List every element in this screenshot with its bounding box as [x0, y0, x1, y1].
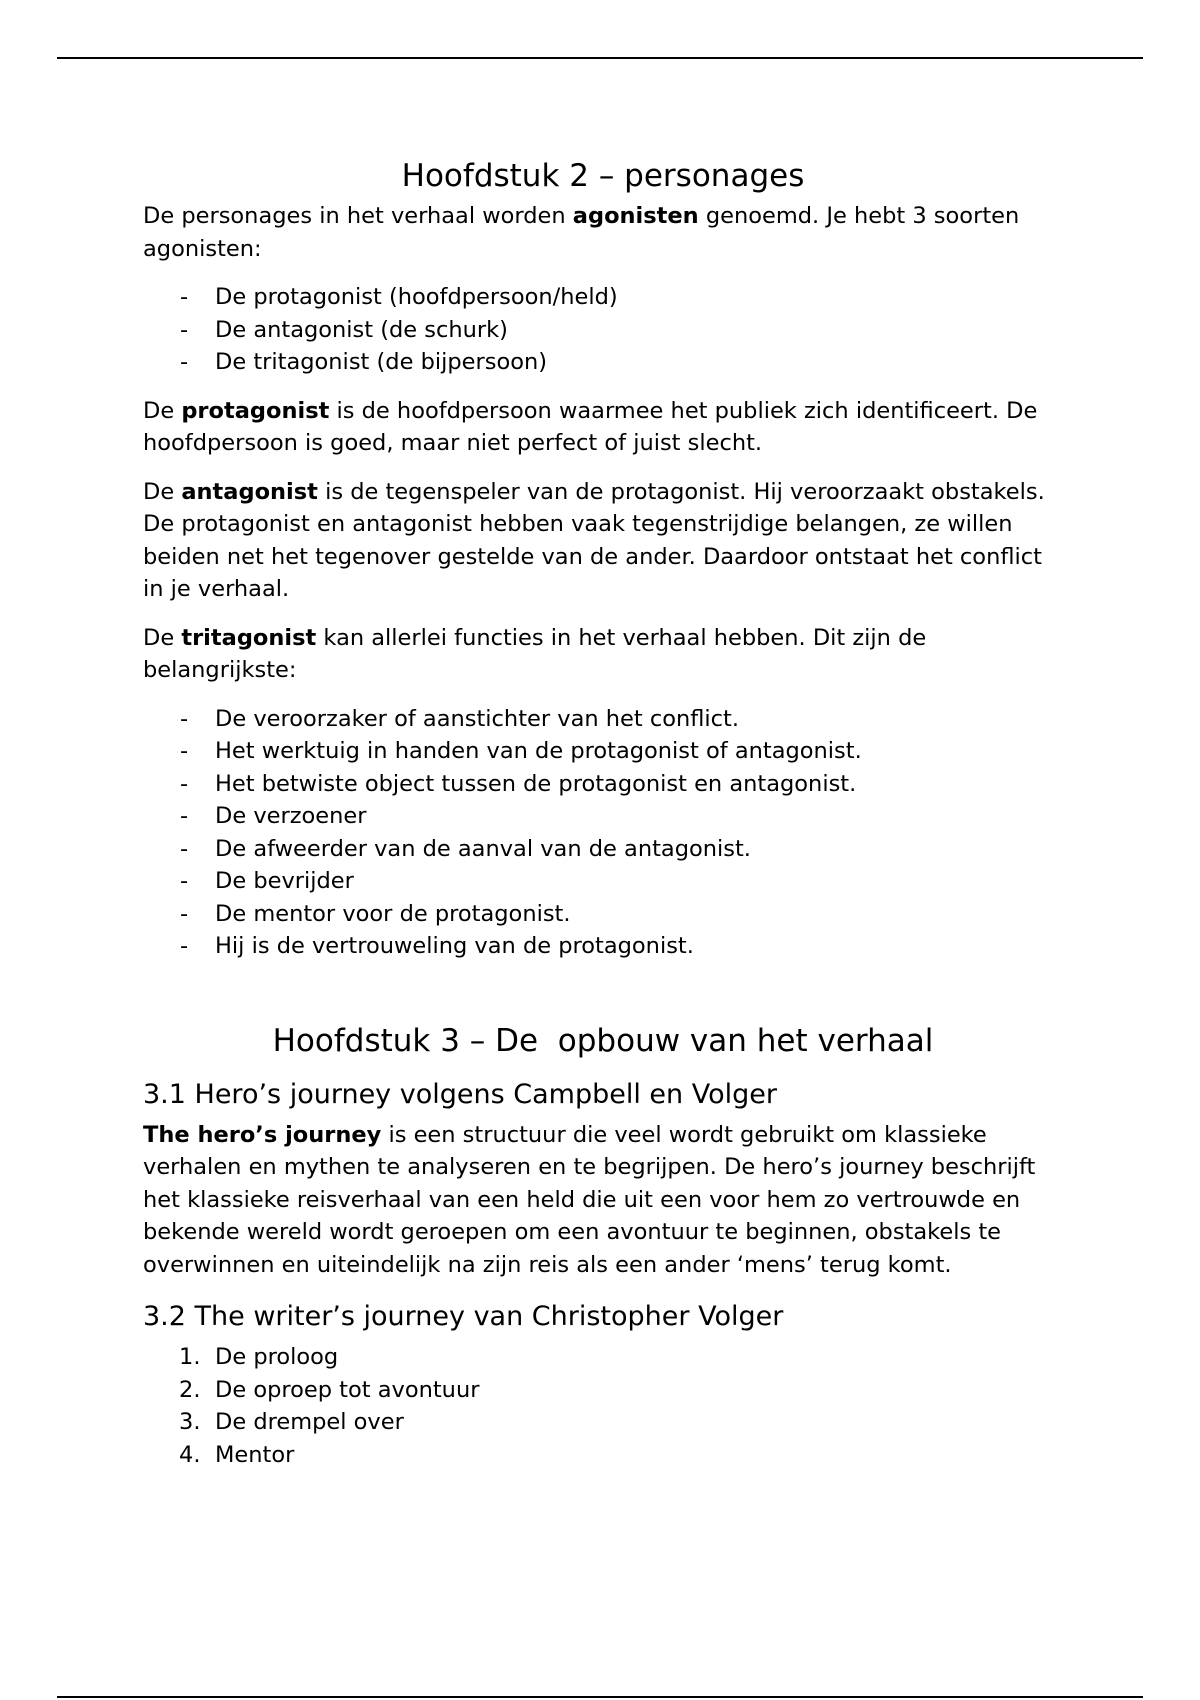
list-item [143, 281, 1063, 314]
section-3-2-title: 3.2 The writer’s journey van Christopher Volger [143, 1301, 784, 1332]
writers-journey-steps-list [143, 1341, 1063, 1471]
protagonist-term: protagonist [181, 397, 330, 424]
list-item [143, 314, 1063, 347]
step-number: 3. [179, 1409, 201, 1435]
list-item-text: De verzoener [215, 803, 367, 829]
dash-marker: - [180, 738, 189, 764]
list-item [143, 346, 1063, 379]
list-item [143, 930, 1063, 963]
step-number: 4. [179, 1441, 201, 1468]
dash-marker: - [180, 835, 189, 862]
list-item-text: De protagonist (hoofdpersoon/held) [215, 284, 618, 310]
dash-marker: - [180, 705, 189, 732]
agonist-types-list [143, 281, 1063, 379]
list-item-text: De mentor voor de protagonist. [215, 900, 571, 927]
list-item-text: Het werktuig in handen van de protagonist of antagonist. [215, 738, 862, 764]
dash-marker: - [180, 868, 189, 894]
list-item [143, 735, 1063, 768]
tritagonist-text-post: kan allerlei functies in het verhaal hebben. Dit zijn de belangrijkste: [143, 624, 927, 683]
intro-text-post: genoemd. Je hebt 3 soorten agonisten: [143, 203, 1020, 262]
tritagonist-functions-list [143, 703, 1063, 963]
dash-marker: - [180, 284, 189, 310]
list-item [143, 768, 1063, 801]
protagonist-text-pre: De [143, 397, 182, 424]
protagonist-text-post: is de hoofdpersoon waarmee het publiek zich identificeert. De hoofdpersoon is goed, maar niet perfect of juist slecht. [143, 397, 1038, 456]
list-item-text: De proloog [215, 1344, 339, 1370]
list-item-text: De afweerder van de aanval van de antagonist. [215, 835, 751, 862]
dash-marker: - [180, 770, 189, 797]
list-item-text: De tritagonist (de bijpersoon) [215, 349, 548, 375]
intro-text-pre: De personages in het verhaal worden [143, 203, 573, 229]
list-item [143, 1406, 1063, 1439]
list-item [143, 1374, 1063, 1407]
heros-journey-paragraph [143, 1119, 1063, 1282]
footer-rule [57, 1696, 1143, 1698]
section-3-1-title: 3.1 Hero’s journey volgens Campbell en Volger [143, 1078, 777, 1110]
list-item-text: Het betwiste object tussen de protagonist en antagonist. [215, 770, 857, 797]
antagonist-term: antagonist [181, 478, 318, 505]
document-body [143, 154, 1063, 1487]
list-item-text: De drempel over [215, 1409, 404, 1435]
list-item-text: De antagonist (de schurk) [215, 316, 508, 343]
list-item-text: Mentor [215, 1441, 295, 1468]
list-item-text: Hij is de vertrouweling van de protagonist. [215, 933, 694, 959]
chapter-2-intro [143, 200, 1063, 265]
antagonist-text-post: is de tegenspeler van de protagonist. Hij veroorzaakt obstakels. De protagonist en antagonist hebben vaak tegenstrijdige belangen, ze willen beiden net het tegenover gestelde van de ander. Daardoor ontstaat het conflict in je verhaal. [143, 478, 1045, 602]
list-item [143, 865, 1063, 898]
list-item [143, 1341, 1063, 1374]
chapter-3-title: Hoofdstuk 3 – De opbouw van het verhaal [272, 1022, 934, 1059]
tritagonist-text-pre: De [143, 624, 182, 651]
dash-marker: - [180, 316, 189, 343]
list-item [143, 898, 1063, 931]
dash-marker: - [180, 349, 189, 375]
step-number: 1. [179, 1344, 201, 1370]
heros-journey-text: is een structuur die veel wordt gebruikt om klassieke verhalen en mythen te analyseren en te begrijpen. De hero’s journey beschrijft het klassieke reisverhaal van een held die uit een voor hem zo vertrouwde en bekende wereld wordt geroepen om een avontuur te beginnen, obstakels te overwinnen en uiteindelijk na zijn reis als een ander ‘mens’ terug komt. [143, 1121, 1036, 1278]
list-item-text: De oproep tot avontuur [215, 1376, 480, 1403]
header-rule [57, 57, 1143, 59]
heros-journey-term: The hero’s journey [143, 1121, 382, 1148]
list-item [143, 1439, 1063, 1472]
dash-marker: - [180, 803, 189, 829]
list-item-text: De veroorzaker of aanstichter van het conflict. [215, 705, 740, 732]
tritagonist-term: tritagonist [181, 624, 317, 651]
list-item [143, 833, 1063, 866]
antagonist-paragraph [143, 476, 1063, 606]
chapter-2-title: Hoofdstuk 2 – personages [401, 158, 805, 194]
antagonist-text-pre: De [143, 478, 182, 505]
list-item [143, 703, 1063, 736]
list-item-text: De bevrijder [215, 868, 354, 894]
intro-term-agonisten: agonisten [572, 203, 699, 229]
list-item [143, 800, 1063, 833]
dash-marker: - [180, 933, 189, 959]
dash-marker: - [180, 900, 189, 927]
protagonist-paragraph [143, 395, 1063, 460]
tritagonist-paragraph [143, 622, 1063, 687]
step-number: 2. [179, 1376, 201, 1403]
